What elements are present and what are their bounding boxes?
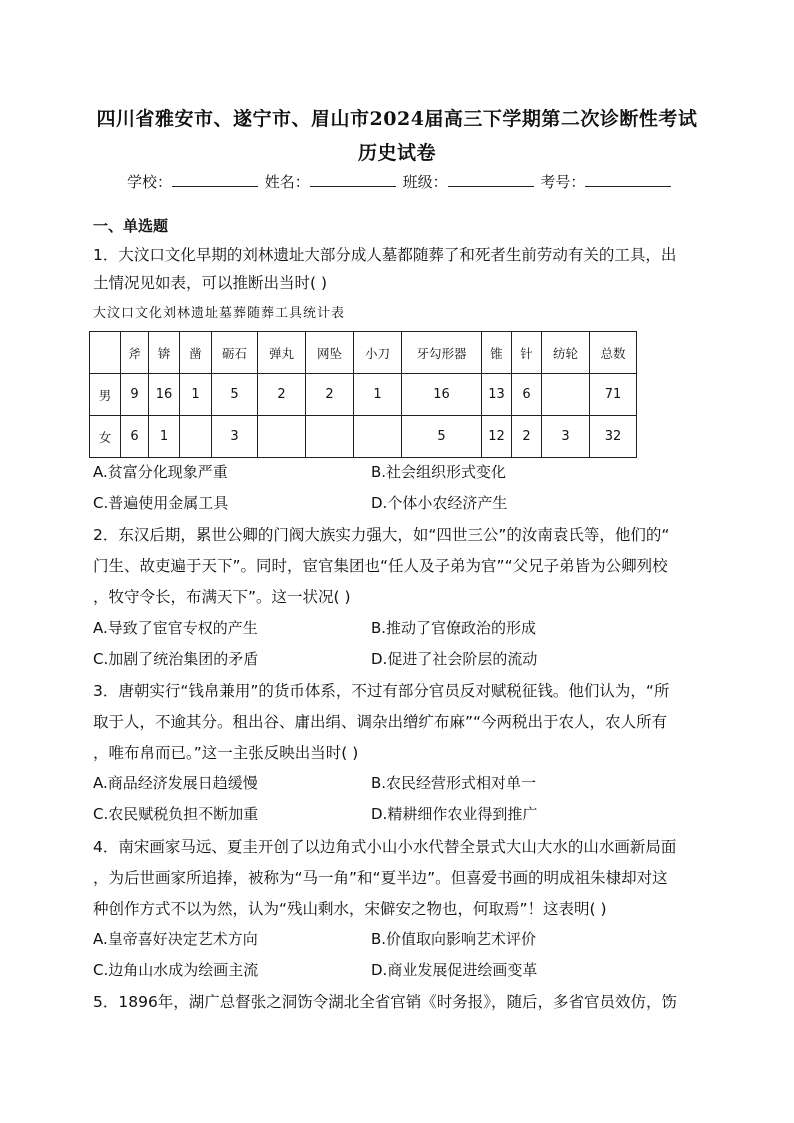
question-4-option-c[interactable]: C.边角山水成为绘画主流 [93, 961, 259, 979]
table-header-cell: 针 [512, 332, 542, 374]
question-4-line-2: ，为后世画家所追捧，被称为“马一角”和“夏半边”。但喜爱书画的明成祖朱棣却对这 [93, 869, 668, 887]
table-header-row [90, 332, 637, 374]
table-cell: 9 [121, 374, 149, 416]
question-4-option-a[interactable]: A.皇帝喜好决定艺术方向 [93, 930, 258, 948]
question-3-option-c[interactable]: C.农民赋税负担不断加重 [93, 805, 259, 823]
question-1-option-b[interactable]: B.社会组织形式变化 [371, 463, 507, 481]
question-2-option-a[interactable]: A.导致了宦官专权的产生 [93, 619, 258, 637]
table-header-cell: 网坠 [306, 332, 354, 374]
question-2-option-d[interactable]: D.促进了社会阶层的流动 [371, 650, 538, 668]
table-row-label: 女 [90, 416, 121, 458]
question-3-line-2: 取于人，不逾其分。租出谷、庸出绢、调杂出缯纩布麻”“今两税出于农人，农人所有 [93, 713, 668, 731]
table-cell [180, 416, 212, 458]
exam-subject: 历史试卷 [357, 142, 436, 164]
table-cell [258, 416, 306, 458]
burial-tools-table [89, 331, 637, 458]
table-cell: 6 [512, 374, 542, 416]
table-header-cell: 弹丸 [258, 332, 306, 374]
name-blank[interactable] [310, 172, 396, 187]
table-cell: 1 [180, 374, 212, 416]
question-3-line-3: ，唯布帛而已。”这一主张反映出当时( ) [93, 744, 359, 762]
question-3-option-a[interactable]: A.商品经济发展日趋缓慢 [93, 774, 258, 792]
table-header-cell: 砺石 [212, 332, 258, 374]
table-cell [306, 416, 354, 458]
school-label: 学校： [127, 173, 173, 191]
table-cell: 1 [149, 416, 180, 458]
table-header-cell: 总数 [590, 332, 637, 374]
table-cell [354, 416, 402, 458]
question-4-option-b[interactable]: B.价值取向影响艺术评价 [371, 930, 537, 948]
school-blank[interactable] [172, 172, 258, 187]
question-1-line-2: 土情况见如表，可以推断出当时( ) [93, 274, 328, 292]
question-2-option-c[interactable]: C.加剧了统治集团的矛盾 [93, 650, 259, 668]
table-cell: 32 [590, 416, 637, 458]
class-label: 班级： [402, 173, 448, 191]
table-cell: 16 [149, 374, 180, 416]
table-cell: 6 [121, 416, 149, 458]
table-cell: 12 [482, 416, 512, 458]
table-cell: 2 [258, 374, 306, 416]
question-3-option-d[interactable]: D.精耕细作农业得到推广 [371, 805, 538, 823]
table-header-cell: 纺轮 [542, 332, 590, 374]
table-cell: 71 [590, 374, 637, 416]
question-4-line-3: 种创作方式不以为然，认为“残山剩水，宋僻安之物也，何取焉”！这表明( ) [93, 900, 607, 918]
table-cell: 5 [402, 416, 482, 458]
question-3-option-b[interactable]: B.农民经营形式相对单一 [371, 774, 537, 792]
question-3-line-1: 3．唐朝实行“钱帛兼用”的货币体系，不过有部分官员反对赋税征钱。他们认为，“所 [93, 682, 670, 700]
question-2-option-b[interactable]: B.推动了官僚政治的形成 [371, 619, 537, 637]
table-cell: 13 [482, 374, 512, 416]
table-header-cell: 斧 [121, 332, 149, 374]
table-row-label: 男 [90, 374, 121, 416]
question-1-line-1: 1．大汶口文化早期的刘林遗址大部分成人墓都随葬了和死者生前劳动有关的工具，出 [93, 246, 677, 264]
question-2-line-3: ，牧守令长，布满天下”。这一状况( ) [93, 588, 351, 606]
class-blank[interactable] [448, 172, 534, 187]
number-blank[interactable] [585, 172, 671, 187]
question-4-line-1: 4．南宋画家马远、夏圭开创了以边角式小山小水代替全景式大山大水的山水画新局面 [93, 838, 677, 856]
question-1-option-d[interactable]: D.个体小农经济产生 [371, 494, 508, 512]
table-cell: 1 [354, 374, 402, 416]
table-cell [542, 374, 590, 416]
table-header-cell: 小刀 [354, 332, 402, 374]
table-caption: 大汶口文化刘林遗址墓葬随葬工具统计表 [93, 306, 346, 321]
table-cell: 2 [512, 416, 542, 458]
question-2-line-2: 门生、故吏遍于天下”。同时，宦官集团也“任人及子弟为官”“父兄子弟皆为公卿列校 [93, 557, 668, 575]
student-info-line [127, 171, 673, 192]
table-row-female [90, 416, 637, 458]
number-label: 考号： [540, 173, 586, 191]
question-1-option-c[interactable]: C.普遍使用金属工具 [93, 494, 229, 512]
table-cell: 3 [212, 416, 258, 458]
table-row-male [90, 374, 637, 416]
table-header-cell: 凿 [180, 332, 212, 374]
table-header-cell: 锛 [149, 332, 180, 374]
table-cell: 2 [306, 374, 354, 416]
section-heading: 一、单选题 [93, 217, 169, 235]
name-label: 姓名： [264, 173, 310, 191]
exam-title: 四川省雅安市、遂宁市、眉山市2024届高三下学期第二次诊断性考试 [96, 108, 698, 130]
table-cell: 3 [542, 416, 590, 458]
table-header-cell: 牙勾形器 [402, 332, 482, 374]
question-4-option-d[interactable]: D.商业发展促进绘画变革 [371, 961, 538, 979]
question-1-option-a[interactable]: A.贫富分化现象严重 [93, 463, 228, 481]
table-header-cell [90, 332, 121, 374]
table-cell: 16 [402, 374, 482, 416]
question-2-line-1: 2．东汉后期，累世公卿的门阀大族实力强大，如“四世三公”的汝南袁氏等，他们的“ [93, 526, 670, 544]
table-header-cell: 锥 [482, 332, 512, 374]
question-5-line-1: 5．1896年，湖广总督张之洞饬令湖北全省官销《时务报》，随后，多省官员效仿，饬 [93, 993, 678, 1011]
table-cell: 5 [212, 374, 258, 416]
